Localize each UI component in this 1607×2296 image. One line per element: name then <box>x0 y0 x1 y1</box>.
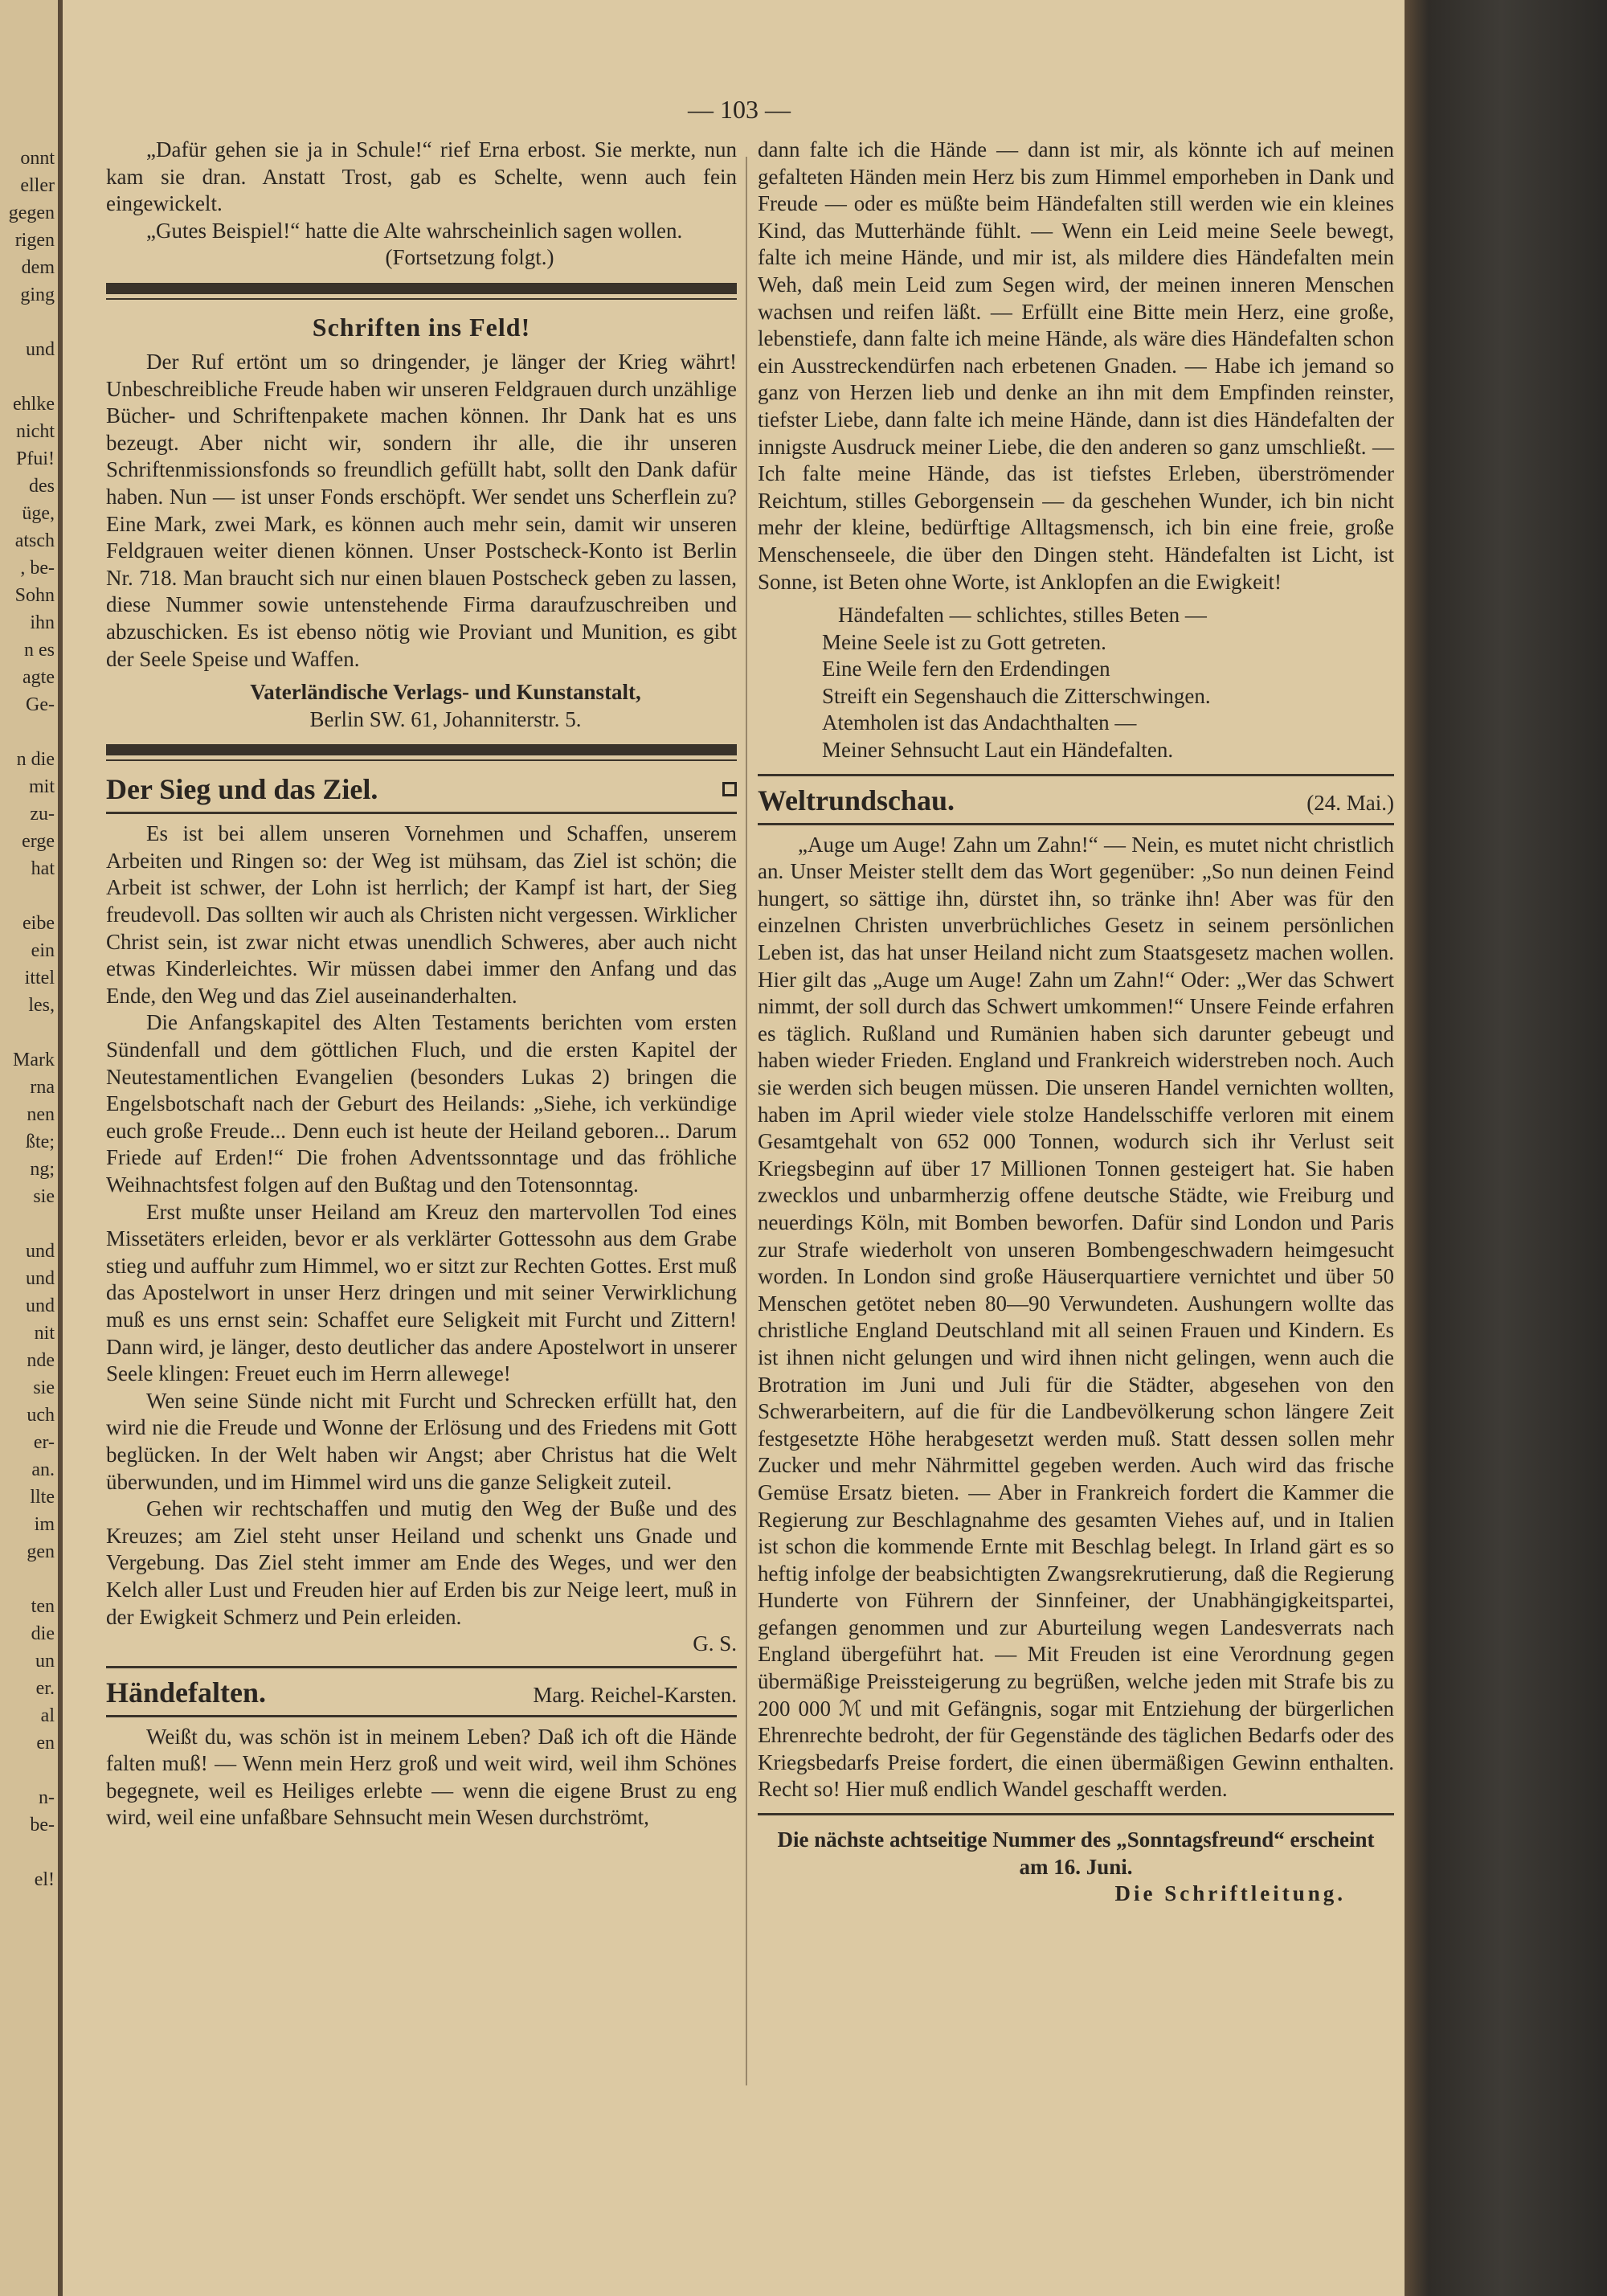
article-schriften <box>106 349 737 733</box>
title-rule <box>106 1715 737 1717</box>
previous-page-edge <box>0 0 63 2296</box>
margin-fragment: Pfui! <box>16 448 55 469</box>
article-body: „Auge um Auge! Zahn um Zahn!“ — Nein, es mutet nicht christlich an. Unser Meister stellt dem das Wort gegenüber: „So nun deinen Feind hungert, so sättige ihn, dürstet ihn, so tränke ihn! Aber was für den einzelnen Christen unverbrüchliches Gesetz in seinem persönlichen Leben ist, das hat unser Heiland nicht zum Staatsgesetz machen wollen. Hier gilt das „Auge um Auge! Zahn um Zahn!“ Oder: „Wer das Schwert nimmt, der soll durch das Schwert umkommen!“ Unsere Feinde erfahren es täglich. Rußland und Rumänien haben sich darunter gebeugt und haben wieder Frieden. England und Frankreich widerstreben noch. Auch sie werden sich beugen müssen. Die unseren Handel vernichten wollten, haben im April wieder viele stolze Handelsschiffe verloren mit einem Gesamtgehalt von 652 000 Tonnen, wodurch sich ihr Verlust seit Kriegsbeginn auf über 17 Millionen Tonnen gesteigert hat. Sie haben zwecklos und unbarmherzig offene deutsche Städte, wie Freiburg und neuerdings Köln, mit Bomben beworfen. Dafür sind London und Paris zur Strafe wiederholt von unseren Bombengeschwadern heimgesucht worden. In London sind große Häuserquartiere vernichtet und über 50 Menschen getötet neben 80—90 Verwundeten. Aushungern wollte das christliche England Deutschland mit all seinen Frauen und Kindern. Es ist ihnen nicht gelungen und wird ihnen nicht gelingen, wenn auch die Brotration im Juni und Juli für die Städter, abgesehen von den Schwerarbeitern, auf die für die Landbevölkerung schon längere Zeit festgesetzte Höhe herabgesetzt werden muß. Statt dessen sollen mehr Zucker und mehr Nährmittel gegeben werden. Auch wird das frische Gemüse Ersatz bieten. — Aber in Frankreich fordert die Kammer die Regierung zur Beschlagnahme des gesamten Viehes auf, und in Italien ist schon die kommende Ernte mit Beschlag belegt. In Irland gärt es so heftig infolge der beabsichtigten Zwangsrekrutierung, daß die Regierung Hunderte von Führern der Sinnfeiner, der Unabhängigkeitspartei, gefangen genommen und zur Aburteilung wegen Landesverrats nach England übergeführt hat. — Mit Freuden ist eine Verordnung gegen übermäßige Preissteigerung zu begrüßen, welche jeden mit Strafe bis zu 200 000 ℳ und mit Gefängnis, sogar mit Entziehung der bürgerlichen Ehrenrechte bedroht, der für Gegenstände des täglichen Bedarfs oder des Kriegsbedarfs Preise fordert, die einen übermäßigen Gewinn enthalten. Recht so! Hier muß endlich Wandel geschafft werden. <box>758 832 1394 1802</box>
margin-fragment: und <box>26 1241 55 1262</box>
margin-fragment <box>0 1757 58 1784</box>
margin-fragment: Sohn <box>14 585 55 606</box>
margin-fragment: ein <box>31 940 55 961</box>
margin-fragment: un <box>35 1651 55 1672</box>
square-ornament-icon <box>722 782 737 796</box>
margin-fragment: rigen <box>14 230 55 251</box>
margin-fragment <box>0 882 58 910</box>
margin-fragment: üge, <box>22 503 55 524</box>
section-rule <box>758 1813 1394 1815</box>
margin-fragment: sie <box>33 1186 55 1207</box>
margin-fragment: nit <box>34 1323 55 1344</box>
poem-line: Meine Seele ist zu Gott getreten. <box>822 629 1106 654</box>
notice-text: Die nächste achtseitige Nummer des „Sonntagsfreund“ erscheint am 16. Juni. <box>777 1827 1375 1879</box>
margin-fragment <box>0 1210 58 1238</box>
article-header-haendefalten <box>106 1675 737 1710</box>
article-body: Der Ruf ertönt um so dringender, je länger der Krieg währt! Unbeschreibliche Freude haben wir unseren Feldgrauen durch unzählige Bücher- und Schriftenpakete machen können. Ihr Dank hat es uns bezeugt. Aber nicht wir, sondern ihr alle, die ihr unseren Schriftenmissionsfonds so freundlich gefüllt habt, sollt den Dank dafür haben. Nun — ist unser Fonds erschöpft. Wer sendet uns Scherflein zu? Eine Mark, zwei Mark, es können auch mehr sein, damit wir unseren Feldgrauen weiter dienen können. Unser Postscheck-Konto ist Berlin Nr. 718. Man braucht sich nur einen blauen Postscheck geben zu lassen, diese Nummer sowie untenstehende Firma daraufzuschreiben und abzuschicken. Es ist ebenso nötig wie Proviant und Munition, es gibt der Seele Speise und Waffen. <box>106 349 737 671</box>
paragraph: Die Anfangskapitel des Alten Testaments berichten vom ersten Sündenfall und dem göttlichen Fluch, und die ersten Kapitel der Neutestamentlichen Evangelien (besonders Lukas 2) bringen die Engelsbotschaft nach der Geburt des Heilands: „Siehe, ich verkündige euch große Freude... Denn euch ist heute der Heiland geboren... Darum Friede auf Erden!“ Die frohen Adventssonntage und das fröhliche Weihnachtsfest folgen auf den Bußtag und den Totensonntag. <box>106 1010 737 1197</box>
margin-fragment: , be- <box>20 558 55 579</box>
article-header-sieg <box>106 771 737 807</box>
section-rule <box>106 1666 737 1668</box>
margin-fragment: n die <box>16 749 55 770</box>
margin-fragment: rna <box>30 1077 55 1098</box>
margin-fragment: er. <box>35 1678 55 1699</box>
poem-line: Atemholen ist das Andachthalten — <box>822 710 1137 735</box>
page-number: — 103 — <box>688 95 791 124</box>
margin-fragment: atsch <box>14 530 55 551</box>
title-rule <box>106 812 737 814</box>
margin-fragment: ten <box>31 1596 55 1617</box>
paragraph: „Dafür gehen sie ja in Schule!“ rief Erna erbost. Sie merkte, nun kam sie dran. Anstatt Trost, gab es Schelte, wenn auch fein eingewickelt. <box>106 137 737 216</box>
margin-fragment: erge <box>22 831 55 852</box>
article-body: dann falte ich die Hände — dann ist mir, als könnte ich auf meinen gefalteten Händen mein Herz bis zum Himmel emporheben in Dank und Freude — oder es müßte beim Händefalten still werden wie ein kleines Kind, das Mutterhände fühlt. — Wenn ein Leid meine Seele bewegt, falte ich meine Hände, und mir ist, als mildere dies Händefalten mein Weh, daß mein Leid zum Segen wird, der meinen inneren Menschen wachsen und reifen läßt. — Erfüllt eine Bitte mein Herz, eine große, lebenstiefe, dann falte ich meine Hände, als wäre dies Händefalten schon ein Ausstreckendürfen nach erbetenen Gnaden. — Habe ich jemand so ganz von Herzen lieb und denke an ihn mit dem Empfinden reinster, tiefster Liebe, dann falte ich meine Hände, dann ist dies Händefalten der innigste Ausdruck meiner Liebe, die den anderen so ganz umschließt. — Ich falte meine Hände, das ist tiefstes Erleben, überströmender Reichtum, stilles Geborgensein — da geschehen Wunder, ich bin nicht mehr der kleine, bedürftige Alltagsmensch, ich bin eine freie, große Menschenseele, die über den Dingen steht. Händefalten ist Licht, ist Sonne, ist Beten ohne Worte, ist Anklopfen an die Ewigkeit! <box>758 137 1394 594</box>
margin-fragment: gen <box>27 1541 55 1562</box>
margin-fragment: ehlke <box>13 394 55 415</box>
margin-fragment: ittel <box>24 968 55 988</box>
story-ending <box>106 137 737 272</box>
margin-fragment: les, <box>28 995 55 1016</box>
publisher-name: Vaterländische Verlags- und Kunstanstalt, <box>250 680 641 705</box>
margin-fragment: hat <box>31 858 55 879</box>
margin-fragment: und <box>26 1295 55 1316</box>
margin-fragment: Mark <box>13 1050 55 1070</box>
poem-line: Meiner Sehnsucht Laut ein Händefalten. <box>822 738 1174 763</box>
margin-fragment: ßte; <box>26 1132 55 1152</box>
publisher-address: Berlin SW. 61, Johanniterstr. 5. <box>309 706 582 731</box>
margin-fragment: er- <box>33 1432 55 1453</box>
margin-fragment <box>0 1565 58 1593</box>
paragraph: Erst mußte unser Heiland am Kreuz den martervollen Tod eines Missetäters erleiden, bevor er als verklärter Gottessohn aus dem Grabe stieg und auffuhr zum Himmel, wo er sitzt zur Rechten Gottes. Erst muß das Apostelwort in unser Herz dringen und mit seiner Verwirklichung muß es uns ernst sein: Schaffet eure Seligkeit mit Furcht und Zittern! Dann wird, je länger, desto deutlicher das andere Apostelwort in unserer Seele klingen: Freuet euch im Herrn allewege! <box>106 1199 737 1386</box>
margin-fragment: eibe <box>22 913 55 934</box>
poem-line: Streift ein Segenshauch die Zitterschwingen. <box>822 683 1211 708</box>
margin-fragment: en <box>36 1733 55 1754</box>
margin-fragment: die <box>31 1623 55 1644</box>
poem-line: Händefalten — schlichtes, stilles Beten — <box>838 603 1207 628</box>
margin-fragment: an. <box>31 1459 55 1480</box>
margin-fragment: el! <box>34 1869 55 1890</box>
editorial-notice <box>758 1827 1394 1908</box>
title-rule <box>758 823 1394 825</box>
margin-fragment: nen <box>27 1104 55 1125</box>
margin-fragment <box>0 309 58 336</box>
margin-fragment: eller <box>20 175 55 196</box>
article-title-haendefalten: Händefalten. <box>106 1676 267 1709</box>
margin-fragment: ihn <box>30 612 55 633</box>
poem-line: Eine Weile fern den Erdendingen <box>822 657 1110 681</box>
margin-fragment <box>0 1839 58 1866</box>
article-title-schriften: Schriften ins Feld! <box>312 312 531 342</box>
margin-fragment: des <box>29 476 55 497</box>
right-column <box>758 137 1394 1908</box>
article-haendefalten-continued <box>758 137 1394 769</box>
margin-fragment: nde <box>27 1350 55 1371</box>
margin-fragment: be- <box>30 1815 55 1836</box>
title-rule <box>758 774 1394 776</box>
article-body: Weißt du, was schön ist in meinem Leben? Daß ich oft die Hände falten muß! — Wenn mein Herz groß und weit wird, weil ihm Schönes begegnete, weil es Heiliges erlebte — wenn die eigene Brust zu eng wird, weil eine unfaßbare Sehnsucht mein Wesen durchströmt, <box>106 1724 737 1830</box>
margin-fragment: nicht <box>16 421 55 442</box>
margin-fragment: Ge- <box>26 694 55 715</box>
article-sieg <box>106 821 737 1657</box>
section-divider <box>106 283 737 294</box>
article-date: (24. Mai.) <box>1306 790 1394 815</box>
article-header-weltrundschau <box>758 783 1394 818</box>
paragraph: Es ist bei allem unseren Vornehmen und Schaffen, unserem Arbeiten und Ringen so: der Weg ist mühsam, das Ziel ist schön; die Arbeit ist schwer, der Lohn ist herrlich; der Kampf ist hart, der Sieg freudevoll. Das sollten wir auch als Christen nicht vergessen. Wirklicher Christ sein, ist zwar nicht etwas unendlich Schweres, aber auch nicht etwas Kinderleichtes. Wir müssen dabei immer den Anfang und das Ende, den Weg und das Ziel auseinanderhalten. <box>106 821 737 1008</box>
margin-fragment: mit <box>28 776 55 797</box>
left-column <box>106 137 737 1831</box>
margin-fragment: ng; <box>30 1159 55 1180</box>
margin-fragment: onnt <box>20 148 55 169</box>
notice-signoff: Die Schriftleitung. <box>1114 1881 1346 1906</box>
continued-note: (Fortsetzung folgt.) <box>385 245 554 270</box>
margin-fragment: al <box>40 1705 55 1726</box>
margin-fragment: zu- <box>30 804 55 825</box>
article-title-weltrundschau: Weltrundschau. <box>758 784 955 816</box>
margin-fragment: uch <box>27 1405 55 1426</box>
margin-fragment <box>0 363 58 391</box>
article-weltrundschau <box>758 832 1394 1803</box>
article-title-sieg: Der Sieg und das Ziel. <box>106 773 378 806</box>
author: Marg. Reichel-Karsten. <box>533 1682 737 1707</box>
margin-fragment: sie <box>33 1377 55 1398</box>
margin-fragment: ging <box>20 284 55 305</box>
margin-fragment: llte <box>30 1487 55 1508</box>
margin-fragment: im <box>34 1514 55 1535</box>
signature: G. S. <box>693 1631 737 1656</box>
margin-fragment: n- <box>39 1787 55 1808</box>
margin-fragment: n es <box>24 640 55 661</box>
margin-fragment: gegen <box>8 203 55 223</box>
margin-fragment: und <box>26 1268 55 1289</box>
margin-fragment <box>0 1019 58 1046</box>
paragraph: Wen seine Sünde nicht mit Furcht und Schrecken erfüllt hat, den wird nie die Freude und Wonne der Erlösung und des Friedens mit Gott beglücken. In der Welt haben wir Angst; aber Christus hat die Welt überwunden, und im Himmel wird uns die ganze Seligkeit zuteil. <box>106 1388 737 1494</box>
section-divider <box>106 744 737 755</box>
margin-fragment: dem <box>21 257 55 278</box>
margin-fragment: und <box>26 339 55 360</box>
margin-fragment: agte <box>22 667 55 688</box>
article-haendefalten-start <box>106 1724 737 1831</box>
column-divider <box>746 157 747 2085</box>
book-binding <box>1405 0 1607 2296</box>
paragraph: Gehen wir rechtschaffen und mutig den Weg der Buße und des Kreuzes; am Ziel steht unser Heiland und schenkt uns Gnade und Vergebung. Das Ziel steht immer am Ende des Weges, und wer den Kelch aller Lust und Freuden hier auf Erden bis zur Neige leert, muß in der Ewigkeit Schmerz und Pein erleiden. <box>106 1496 737 1629</box>
margin-fragment <box>0 718 58 746</box>
poem <box>758 602 1394 764</box>
paragraph: „Gutes Beispiel!“ hatte die Alte wahrscheinlich sagen wollen. <box>146 218 683 243</box>
